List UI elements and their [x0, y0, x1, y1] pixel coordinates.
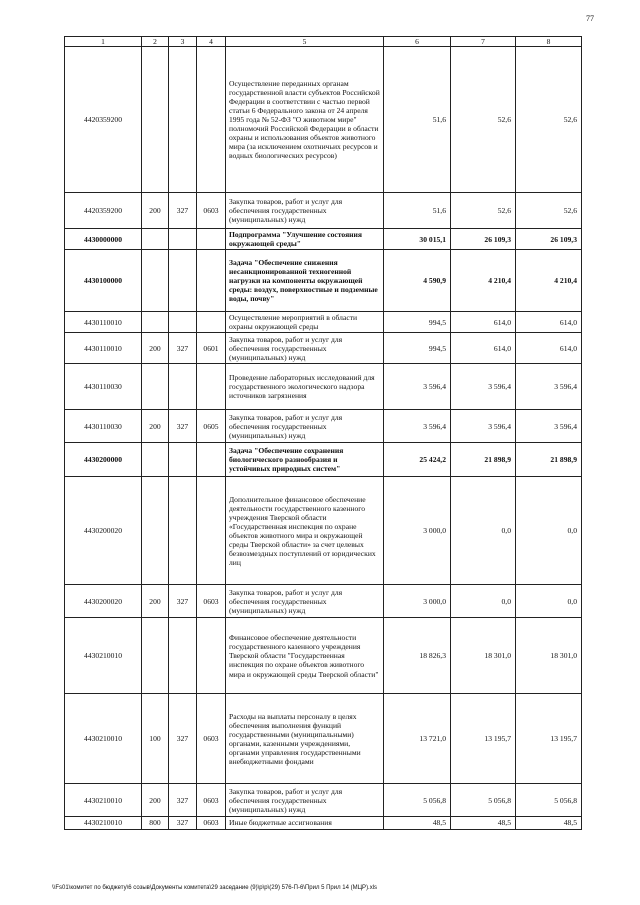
row-amount-col6: 3 596,4: [384, 410, 451, 443]
row-amount-col7: 0,0: [451, 585, 516, 618]
row-section-code: 0603: [197, 784, 226, 817]
row-admin-code: [169, 229, 197, 250]
row-expense-type: 200: [142, 193, 169, 229]
row-admin-code: [169, 477, 197, 585]
row-expense-type: [142, 250, 169, 312]
row-section-code: 0603: [197, 585, 226, 618]
row-expense-type: [142, 229, 169, 250]
row-amount-col8: 4 210,4: [516, 250, 582, 312]
row-section-code: 0603: [197, 817, 226, 829]
row-amount-col6: 51,6: [384, 193, 451, 229]
row-amount-col8: 21 898,9: [516, 443, 582, 477]
row-admin-code: [169, 250, 197, 312]
table-header-row: [65, 37, 582, 47]
row-section-code: [197, 229, 226, 250]
row-code: 4430210010: [65, 817, 142, 829]
row-admin-code: 327: [169, 333, 197, 364]
row-amount-col6: 13 721,0: [384, 694, 451, 784]
table-row: [65, 443, 582, 477]
row-admin-code: 327: [169, 784, 197, 817]
row-expense-type: 200: [142, 784, 169, 817]
row-expense-type: [142, 312, 169, 333]
row-description: Закупка товаров, работ и услуг для обеспечения государственных (муниципальных) нужд: [226, 333, 384, 364]
row-amount-col6: 30 015,1: [384, 229, 451, 250]
row-admin-code: 327: [169, 193, 197, 229]
row-amount-col8: 0,0: [516, 477, 582, 585]
row-amount-col6: 48,5: [384, 817, 451, 829]
row-description: Закупка товаров, работ и услуг для обеспечения государственных (муниципальных) нужд: [226, 193, 384, 229]
row-code: 4430200020: [65, 585, 142, 618]
table-row: [65, 694, 582, 784]
row-admin-code: [169, 443, 197, 477]
row-amount-col8: 5 056,8: [516, 784, 582, 817]
column-header: 3: [169, 37, 197, 47]
row-section-code: [197, 312, 226, 333]
table-row: [65, 817, 582, 829]
row-amount-col8: 3 596,4: [516, 410, 582, 443]
budget-table: [64, 36, 582, 830]
row-amount-col6: 51,6: [384, 47, 451, 193]
column-header: 4: [197, 37, 226, 47]
row-description: Финансовое обеспечение деятельности государственного казенного учреждения Тверской области "Государственная инспекция по охране объектов животного мира и окружающей среды Тверской области": [226, 618, 384, 694]
row-amount-col7: 3 596,4: [451, 410, 516, 443]
row-amount-col6: 3 000,0: [384, 585, 451, 618]
row-code: 4430000000: [65, 229, 142, 250]
row-description: Закупка товаров, работ и услуг для обеспечения государственных (муниципальных) нужд: [226, 410, 384, 443]
row-section-code: 0603: [197, 193, 226, 229]
row-code: 4430210010: [65, 618, 142, 694]
row-amount-col8: 614,0: [516, 333, 582, 364]
row-admin-code: 327: [169, 817, 197, 829]
row-amount-col6: 5 056,8: [384, 784, 451, 817]
row-amount-col8: 13 195,7: [516, 694, 582, 784]
table-row: [65, 250, 582, 312]
table-row: [65, 477, 582, 585]
row-description: Закупка товаров, работ и услуг для обеспечения государственных (муниципальных) нужд: [226, 585, 384, 618]
table-row: [65, 229, 582, 250]
row-amount-col8: 614,0: [516, 312, 582, 333]
row-amount-col8: 52,6: [516, 193, 582, 229]
row-expense-type: 200: [142, 410, 169, 443]
row-amount-col7: 48,5: [451, 817, 516, 829]
column-header: 1: [65, 37, 142, 47]
table-row: [65, 784, 582, 817]
row-expense-type: 800: [142, 817, 169, 829]
row-expense-type: [142, 47, 169, 193]
row-description: Подпрограмма "Улучшение состояния окружающей среды": [226, 229, 384, 250]
row-amount-col8: 0,0: [516, 585, 582, 618]
row-code: 4420359200: [65, 47, 142, 193]
row-amount-col8: 18 301,0: [516, 618, 582, 694]
row-amount-col8: 48,5: [516, 817, 582, 829]
footer-file-path: \\Fs01\комитет по бюджету\6 созыв\Документы комитета\29 заседание (9)\р\р\(29) 576-П-6\Прил 5 Прил 14 (МЦР).xls: [52, 885, 378, 891]
row-amount-col6: 3 000,0: [384, 477, 451, 585]
row-admin-code: [169, 618, 197, 694]
row-amount-col8: 52,6: [516, 47, 582, 193]
row-section-code: 0601: [197, 333, 226, 364]
row-admin-code: [169, 312, 197, 333]
row-amount-col6: 994,5: [384, 312, 451, 333]
row-expense-type: [142, 477, 169, 585]
row-admin-code: [169, 364, 197, 410]
table-row: [65, 47, 582, 193]
row-amount-col7: 5 056,8: [451, 784, 516, 817]
column-header: 2: [142, 37, 169, 47]
row-amount-col7: 18 301,0: [451, 618, 516, 694]
row-section-code: 0603: [197, 694, 226, 784]
row-section-code: [197, 477, 226, 585]
row-description: Осуществление переданных органам государственной власти субъектов Российской Федерации в соответствии с частью первой статьи 6 Федерального закона от 24 апреля 1995 года № 52-ФЗ "О животном мире" полномочий Российской Федерации в области охраны и использования объектов животного мира (за исключением охотничьих ресурсов и водных биологических ресурсов): [226, 47, 384, 193]
row-code: 4430110010: [65, 333, 142, 364]
row-admin-code: 327: [169, 694, 197, 784]
row-amount-col7: 0,0: [451, 477, 516, 585]
row-description: Иные бюджетные ассигнования: [226, 817, 384, 829]
row-amount-col6: 18 826,3: [384, 618, 451, 694]
row-section-code: 0605: [197, 410, 226, 443]
row-code: 4430200000: [65, 443, 142, 477]
row-code: 4430210010: [65, 784, 142, 817]
column-header: 5: [226, 37, 384, 47]
row-amount-col6: 994,5: [384, 333, 451, 364]
row-amount-col8: 26 109,3: [516, 229, 582, 250]
row-expense-type: 100: [142, 694, 169, 784]
row-amount-col7: 52,6: [451, 47, 516, 193]
row-expense-type: [142, 443, 169, 477]
row-description: Задача "Обеспечение сохранения биологического разнообразия и устойчивых природных систем": [226, 443, 384, 477]
table-row: [65, 585, 582, 618]
row-admin-code: 327: [169, 410, 197, 443]
row-amount-col7: 26 109,3: [451, 229, 516, 250]
row-amount-col6: 3 596,4: [384, 364, 451, 410]
row-amount-col7: 52,6: [451, 193, 516, 229]
row-amount-col7: 21 898,9: [451, 443, 516, 477]
table-row: [65, 364, 582, 410]
row-amount-col7: 4 210,4: [451, 250, 516, 312]
table-row: [65, 410, 582, 443]
row-expense-type: 200: [142, 333, 169, 364]
column-header: 7: [451, 37, 516, 47]
row-section-code: [197, 364, 226, 410]
row-expense-type: [142, 364, 169, 410]
column-header: 8: [516, 37, 582, 47]
column-header: 6: [384, 37, 451, 47]
table-row: [65, 312, 582, 333]
row-section-code: [197, 443, 226, 477]
row-amount-col7: 13 195,7: [451, 694, 516, 784]
table-row: [65, 193, 582, 229]
row-description: Расходы на выплаты персоналу в целях обеспечения выполнения функций государственными (муниципальными) органами, казенными учреждениями, органами управления государственными внебюджетными фондами: [226, 694, 384, 784]
row-code: 4430210010: [65, 694, 142, 784]
row-description: Дополнительное финансовое обеспечение деятельности государственного казенного учреждения Тверской области «Государственная инспекция по охране объектов животного мира и окружающей среды Тверской области» за счет целевых безвозмездных поступлений от юридических лиц: [226, 477, 384, 585]
row-code: 4420359200: [65, 193, 142, 229]
row-expense-type: 200: [142, 585, 169, 618]
row-code: 4430110030: [65, 364, 142, 410]
row-admin-code: 327: [169, 585, 197, 618]
row-amount-col7: 3 596,4: [451, 364, 516, 410]
row-code: 4430110010: [65, 312, 142, 333]
row-section-code: [197, 618, 226, 694]
row-amount-col7: 614,0: [451, 312, 516, 333]
row-description: Закупка товаров, работ и услуг для обеспечения государственных (муниципальных) нужд: [226, 784, 384, 817]
row-amount-col6: 4 590,9: [384, 250, 451, 312]
row-description: Задача "Обеспечение снижения несанкционированной техногенной нагрузки на компоненты окружающей среды: воздух, поверхностные и подземные воды, почву": [226, 250, 384, 312]
row-description: Осуществление мероприятий в области охраны окружающей среды: [226, 312, 384, 333]
table-row: [65, 618, 582, 694]
row-code: 4430200020: [65, 477, 142, 585]
row-description: Проведение лабораторных исследований для государственного экологического надзора источников загрязнения: [226, 364, 384, 410]
row-amount-col8: 3 596,4: [516, 364, 582, 410]
row-code: 4430110030: [65, 410, 142, 443]
table-row: [65, 333, 582, 364]
row-admin-code: [169, 47, 197, 193]
row-section-code: [197, 250, 226, 312]
row-code: 4430100000: [65, 250, 142, 312]
row-expense-type: [142, 618, 169, 694]
row-section-code: [197, 47, 226, 193]
row-amount-col6: 25 424,2: [384, 443, 451, 477]
row-amount-col7: 614,0: [451, 333, 516, 364]
page-number: 77: [586, 14, 594, 23]
